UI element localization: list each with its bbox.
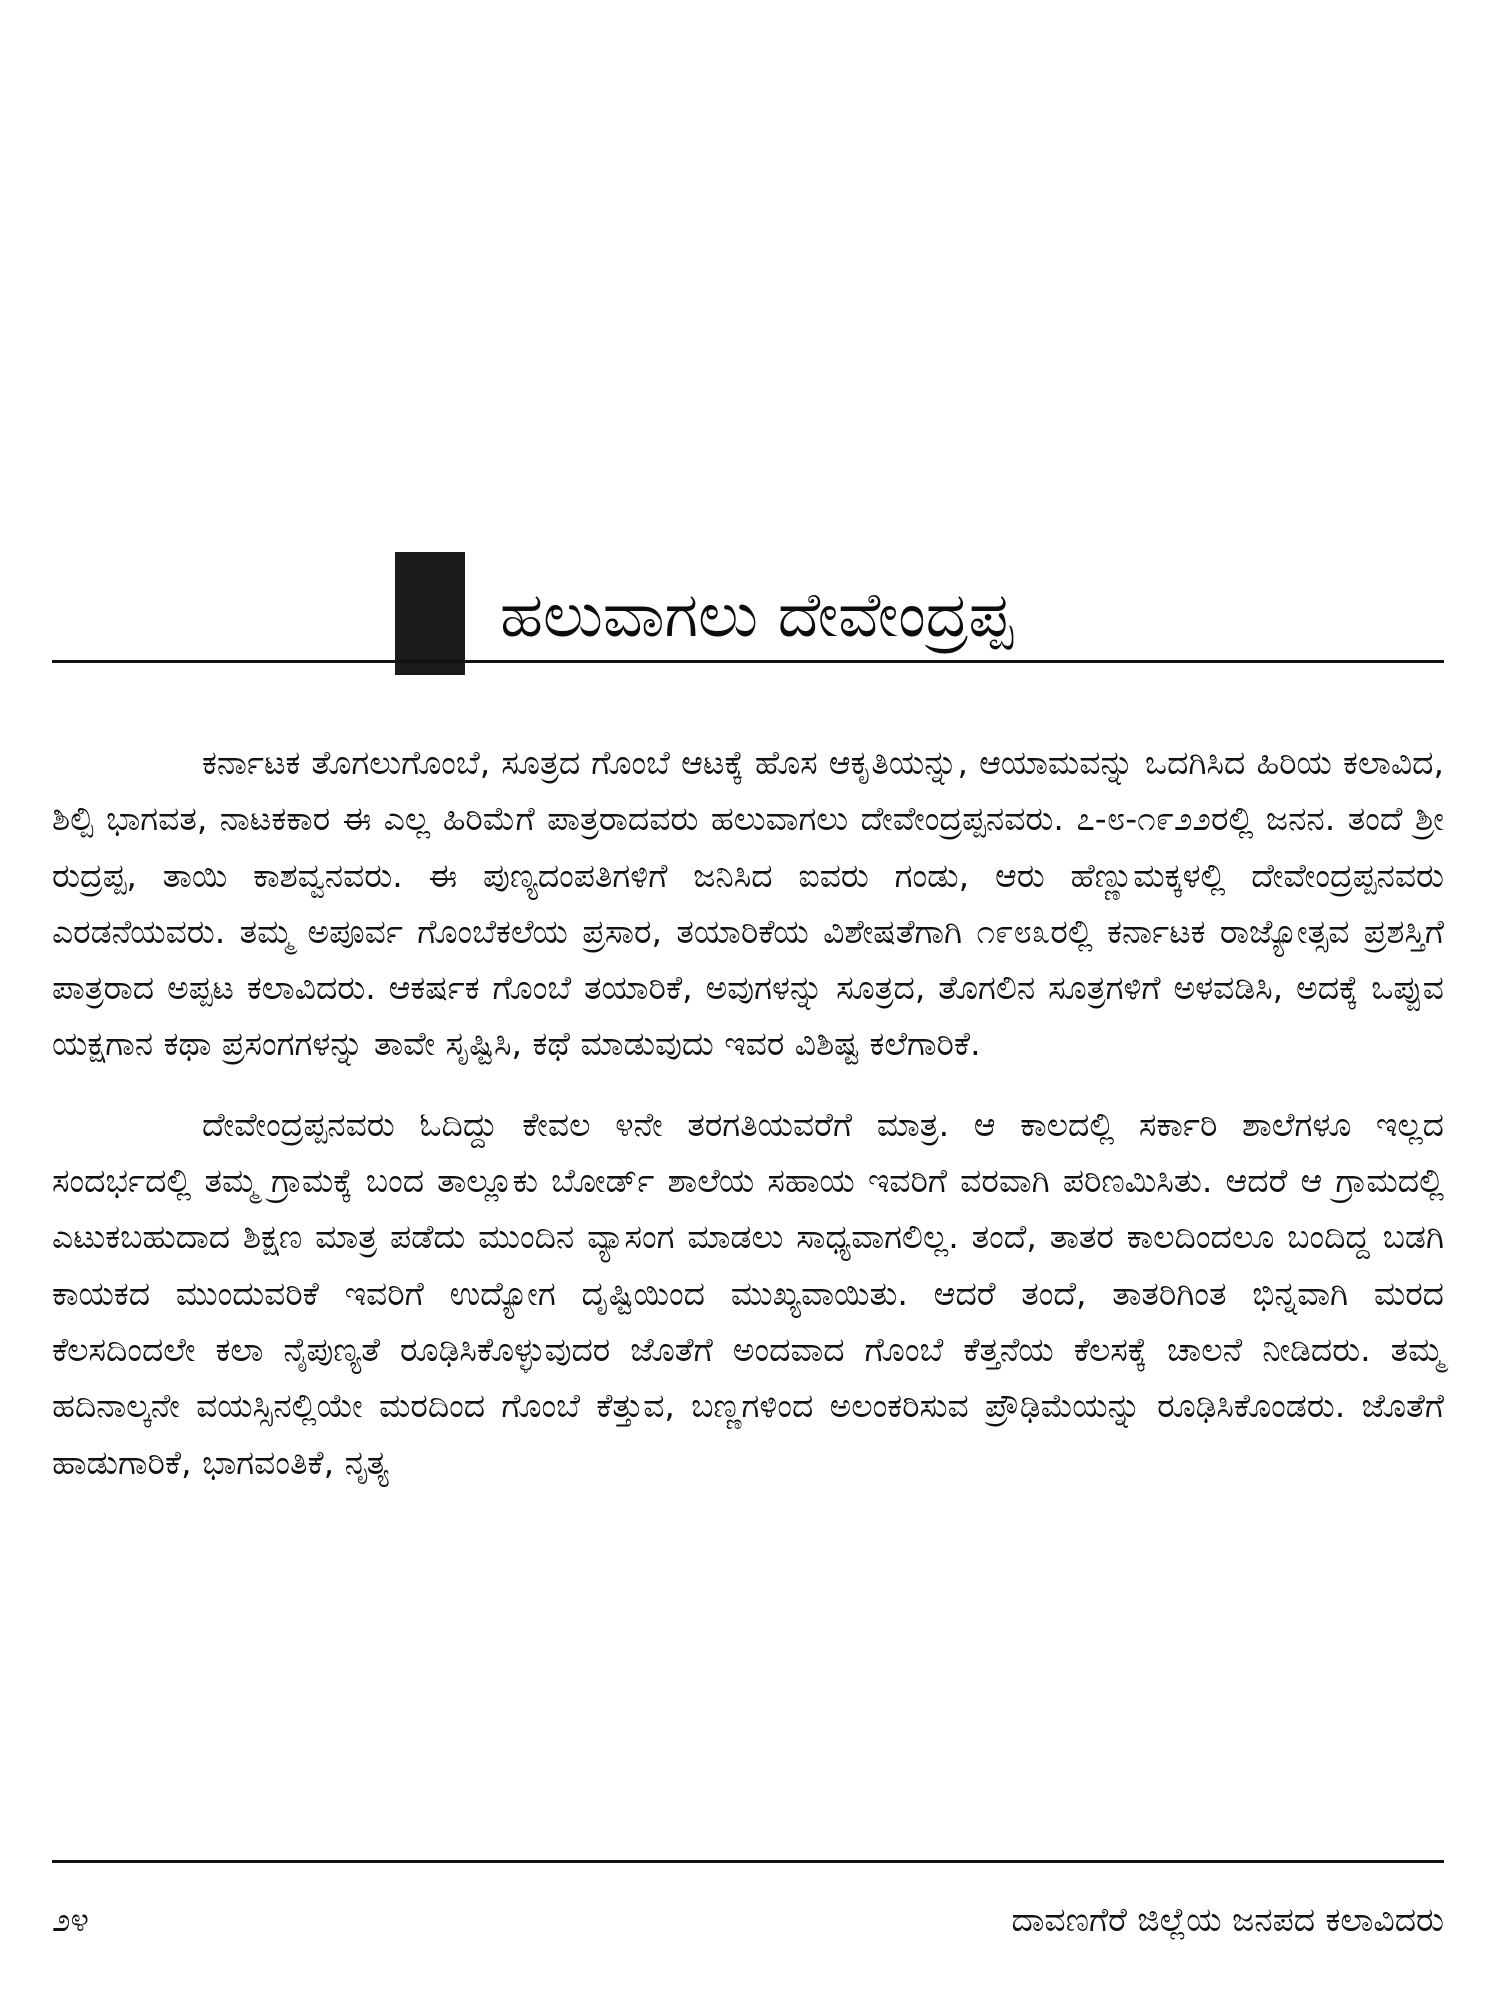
title-divider — [52, 660, 1444, 663]
page-number: ೨೪ — [52, 1900, 89, 1939]
paragraph-2: ದೇವೇಂದ್ರಪ್ಪನವರು ಓದಿದ್ದು ಕೇವಲ ೪ನೇ ತರಗತಿಯವರೆಗೆ ಮಾತ್ರ. ಆ ಕಾಲದಲ್ಲಿ ಸರ್ಕಾರಿ ಶಾಲೆಗಳೂ ಇಲ್ಲದ ಸಂದರ್ಭದಲ್ಲಿ ತಮ್ಮ ಗ್ರಾಮಕ್ಕೆ ಬಂದ ತಾಲ್ಲೂಕು ಬೋರ್ಡ್ ಶಾಲೆಯ ಸಹಾಯ ಇವರಿಗೆ ವರವಾಗಿ ಪರಿಣಮಿಸಿತು. ಆದರೆ ಆ ಗ್ರಾಮದಲ್ಲಿ ಎಟುಕಬಹುದಾದ ಶಿಕ್ಷಣ ಮಾತ್ರ ಪಡೆದು ಮುಂದಿನ ವ್ಯಾಸಂಗ ಮಾಡಲು ಸಾಧ್ಯವಾಗಲಿಲ್ಲ. ತಂದೆ, ತಾತರ ಕಾಲದಿಂದಲೂ ಬಂದಿದ್ದ ಬಡಗಿ ಕಾಯಕದ ಮುಂದುವರಿಕೆ ಇವರಿಗೆ ಉದ್ಯೋಗ ದೃಷ್ಟಿಯಿಂದ ಮುಖ್ಯವಾಯಿತು. ಆದರೆ ತಂದೆ, ತಾತರಿಗಿಂತ ಭಿನ್ನವಾಗಿ ಮರದ ಕೆಲಸದಿಂದಲೇ ಕಲಾ ನೈಪುಣ್ಯತೆ ರೂಢಿಸಿಕೊಳ್ಳುವುದರ ಜೊತೆಗೆ ಅಂದವಾದ ಗೊಂಬೆ ಕೆತ್ತನೆಯ ಕೆಲಸಕ್ಕೆ ಚಾಲನೆ ನೀಡಿದರು. ತಮ್ಮ ಹದಿನಾಲ್ಕನೇ ವಯಸ್ಸಿನಲ್ಲಿಯೇ ಮರದಿಂದ ಗೊಂಬೆ ಕೆತ್ತುವ, ಬಣ್ಣಗಳಿಂದ ಅಲಂಕರಿಸುವ ಪ್ರೌಢಿಮೆಯನ್ನು ರೂಢಿಸಿಕೊಂಡರು. ಜೊತೆಗೆ ಹಾಡುಗಾರಿಕೆ, ಭಾಗವಂತಿಕೆ, ನೃತ್ಯ — [52, 1104, 1444, 1482]
page-title: ಹಲುವಾಗಲು ದೇವೇಂದ್ರಪ್ಪ — [500, 578, 1013, 651]
title-marker-block — [395, 552, 465, 675]
paragraph-1: ಕರ್ನಾಟಕ ತೊಗಲುಗೊಂಬೆ, ಸೂತ್ರದ ಗೊಂಬೆ ಆಟಕ್ಕೆ ಹೊಸ ಆಕೃತಿಯನ್ನು, ಆಯಾಮವನ್ನು ಒದಗಿಸಿದ ಹಿರಿಯ ಕಲಾವಿದ, ಶಿಲ್ಪಿ ಭಾಗವತ, ನಾಟಕಕಾರ ಈ ಎಲ್ಲ ಹಿರಿಮೆಗೆ ಪಾತ್ರರಾದವರು ಹಲುವಾಗಲು ದೇವೇಂದ್ರಪ್ಪನವರು. ೭-೮-೧೯೨೨ರಲ್ಲಿ ಜನನ. ತಂದೆ ಶ್ರೀ ರುದ್ರಪ್ಪ, ತಾಯಿ ಕಾಶವ್ವನವರು. ಈ ಪುಣ್ಯದಂಪತಿಗಳಿಗೆ ಜನಿಸಿದ ಐವರು ಗಂಡು, ಆರು ಹೆಣ್ಣುಮಕ್ಕಳಲ್ಲಿ ದೇವೇಂದ್ರಪ್ಪನವರು ಎರಡನೆಯವರು. ತಮ್ಮ ಅಪೂರ್ವ ಗೊಂಬೆಕಲೆಯ ಪ್ರಸಾರ, ತಯಾರಿಕೆಯ ವಿಶೇಷತೆಗಾಗಿ ೧೯೮೩ರಲ್ಲಿ ಕರ್ನಾಟಕ ರಾಜ್ಯೋತ್ಸವ ಪ್ರಶಸ್ತಿಗೆ ಪಾತ್ರರಾದ ಅಪ್ಪಟ ಕಲಾವಿದರು. ಆಕರ್ಷಕ ಗೊಂಬೆ ತಯಾರಿಕೆ, ಅವುಗಳನ್ನು ಸೂತ್ರದ, ತೊಗಲಿನ ಸೂತ್ರಗಳಿಗೆ ಅಳವಡಿಸಿ, ಅದಕ್ಕೆ ಒಪ್ಪುವ ಯಕ್ಷಗಾನ ಕಥಾ ಪ್ರಸಂಗಗಳನ್ನು ತಾವೇ ಸೃಷ್ಟಿಸಿ, ಕಥೆ ಮಾಡುವುದು ಇವರ ವಿಶಿಷ್ಟ ಕಲೆಗಾರಿಕೆ. — [52, 743, 1444, 1064]
article-body — [52, 735, 1444, 1491]
footer-divider — [52, 1860, 1444, 1863]
running-footer-title: ದಾವಣಗೆರೆ ಜಿಲ್ಲೆಯ ಜನಪದ ಕಲಾವಿದರು — [1011, 1900, 1444, 1939]
